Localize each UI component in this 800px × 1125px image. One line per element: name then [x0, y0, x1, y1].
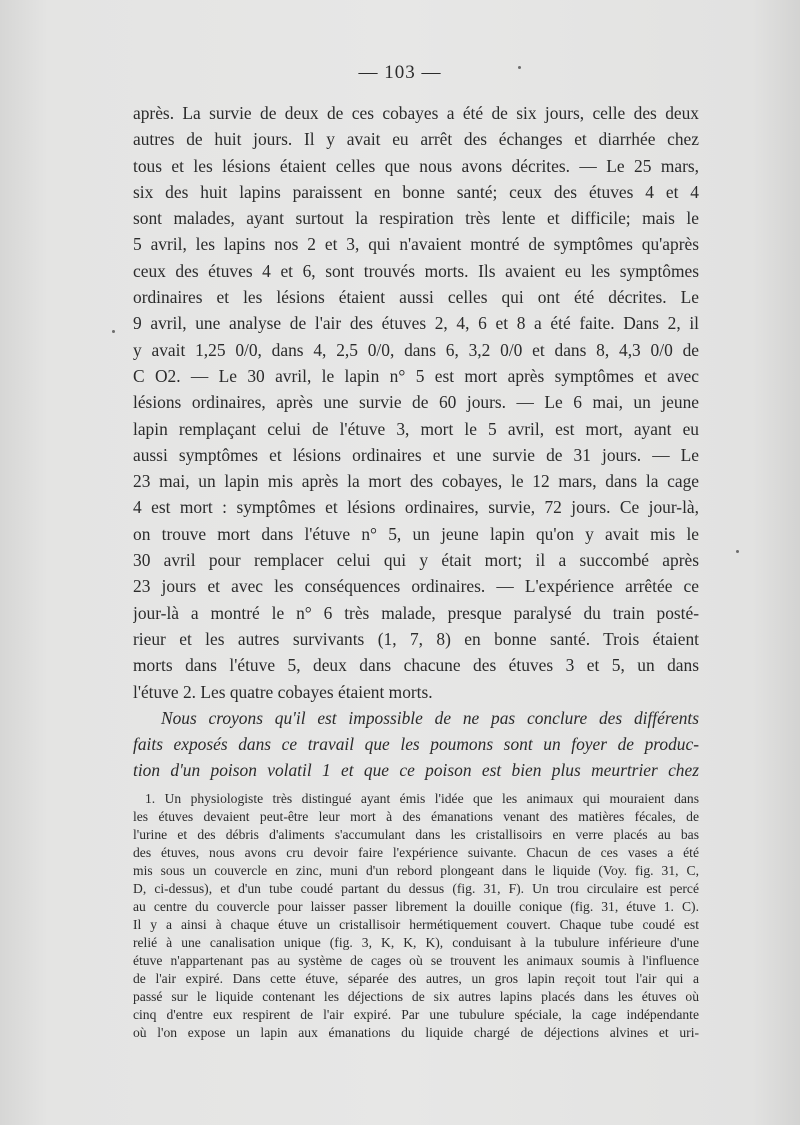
footnote-line: où l'on expose un lapin aux émanations du liquide chargé de déjections alvines et uri-: [133, 1025, 699, 1040]
text-line: 23 jours et avec les conséquences ordinaires. — L'expérience arrêtée ce: [133, 576, 699, 597]
paper-speck: [518, 66, 521, 69]
footnote-line: Il y a ainsi à chaque étuve un cristallisoir hermétiquement couvert. Chaque tube coudé est: [133, 917, 699, 932]
paper-speck: [736, 550, 739, 553]
footnote: [133, 790, 699, 1042]
text-line: 5 avril, les lapins nos 2 et 3, qui n'avaient montré de symptômes qu'après: [133, 234, 699, 255]
italic-text-line: tion d'un poison volatil 1 et que ce poison est bien plus meurtrier chez: [133, 760, 699, 781]
text-line: 4 est mort : symptômes et lésions ordinaires, survie, 72 jours. Ce jour-là,: [133, 497, 699, 518]
text-line: après. La survie de deux de ces cobayes a été de six jours, celle des deux: [133, 103, 699, 123]
text-line: l'étuve 2. Les quatre cobayes étaient morts.: [133, 681, 433, 702]
footnote-line: au centre du couvercle pour laisser passer librement la douille conique (fig. 31, étuve 1. C).: [133, 899, 699, 914]
footnote-line: D, ci-dessus), et d'un tube coudé partant du dessus (fig. 31, F). Un trou circulaire est percé: [133, 881, 699, 896]
text-line: on trouve mort dans l'étuve n° 5, un jeune lapin qu'on y avait mis le: [133, 523, 699, 544]
footnote-line: passé sur le liquide contenant les déjections de six autres lapins placés dans les étuves où: [133, 989, 699, 1004]
text-line: 23 mai, un lapin mis après la mort des cobayes, le 12 mars, dans la cage: [133, 471, 699, 492]
text-line: aussi symptômes et lésions ordinaires et une survie de 31 jours. — Le: [133, 444, 699, 465]
text-line: tous et les lésions étaient celles que nous avons décrites. — Le 25 mars,: [133, 155, 699, 176]
text-line: autres de huit jours. Il y avait eu arrêt des échanges et diarrhée chez: [133, 129, 699, 150]
footnote-line: relié à une canalisation unique (fig. 3, K, K, K), conduisant à la tubulure inférieure d'une: [133, 935, 699, 950]
text-line: morts dans l'étuve 5, deux dans chacune des étuves 3 et 5, un dans: [133, 655, 699, 676]
footnote-line: étuve n'appartenant pas au système de cages où se trouvent les animaux soumis à l'influence: [133, 953, 699, 968]
footnote-line: de l'air expiré. Dans cette étuve, séparée des autres, un gros lapin reçoit tout l'air qui a: [133, 971, 699, 986]
text-line: lésions ordinaires, après une survie de 60 jours. — Le 6 mai, un jeune: [133, 392, 699, 413]
text-line: lapin remplaçant celui de l'étuve 3, mort le 5 avril, est mort, ayant eu: [133, 418, 699, 439]
text-line: sont malades, ayant surtout la respiration très lente et difficile; mais le: [133, 208, 699, 229]
text-line: rieur et les autres survivants (1, 7, 8) en bonne santé. Trois étaient: [133, 628, 699, 649]
footnote-line: 1. Un physiologiste très distingué ayant émis l'idée que les animaux qui mouraient dans: [145, 791, 699, 806]
italic-text-line: Nous croyons qu'il est impossible de ne pas conclure des différents: [161, 707, 699, 728]
footnote-line: cinq d'entre eux respirent de l'air expiré. Par une tubulure spéciale, la cage indépendante: [133, 1007, 699, 1022]
text-line: ceux des étuves 4 et 6, sont trouvés morts. Ils avaient eu les symptômes: [133, 260, 699, 281]
text-line: six des huit lapins paraissent en bonne santé; ceux des étuves 4 et 4: [133, 181, 699, 202]
text-line: jour-là a montré le n° 6 très malade, presque paralysé du train posté-: [133, 602, 699, 623]
italic-text-line: faits exposés dans ce travail que les poumons sont un foyer de produc-: [133, 734, 699, 755]
page-number: — 103 —: [358, 62, 442, 83]
text-line: 30 avril pour remplacer celui qui y était mort; il a succombé après: [133, 550, 699, 571]
text-line: C O2. — Le 30 avril, le lapin n° 5 est mort après symptômes et avec: [133, 365, 699, 386]
paper-speck: [112, 330, 115, 333]
footnote-line: l'urine et des débris d'aliments s'accumulant dans les cristallisoirs en verre placés au bas: [133, 827, 699, 842]
main-text: [133, 100, 699, 784]
footnote-line: mis sous un couvercle en zinc, muni d'un rebord plongeant dans le liquide (Voy. fig. 31, C,: [133, 863, 699, 878]
text-line: y avait 1,25 0/0, dans 4, 2,5 0/0, dans 6, 3,2 0/0 et dans 8, 4,3 0/0 de: [133, 339, 699, 360]
footnote-line: les étuves devaient peut-être leur mort à des émanations venant des matières fécales, de: [133, 809, 699, 824]
text-line: ordinaires et les lésions étaient aussi celles qui ont été décrites. Le: [133, 287, 699, 308]
footnote-line: des étuves, nous avons cru devoir faire l'expérience suivante. Chacun de ces vases a été: [133, 845, 699, 860]
text-line: 9 avril, une analyse de l'air des étuves 2, 4, 6 et 8 a été faite. Dans 2, il: [133, 313, 699, 334]
